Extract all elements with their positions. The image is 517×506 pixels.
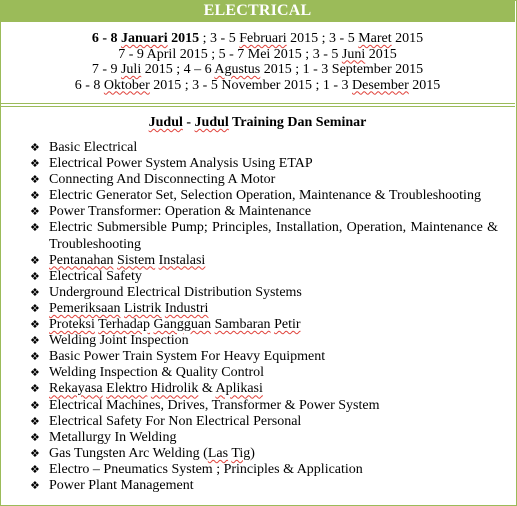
schedule-date-text: 6 - 8 Oktober 2015 ; 3 - 5 November 2015 ; 1 - 3 Desember 2015 bbox=[74, 77, 441, 93]
diamond-bullet-icon: ❖ bbox=[30, 462, 40, 476]
training-list-item bbox=[30, 398, 498, 414]
diamond-bullet-icon: ❖ bbox=[30, 205, 40, 219]
training-item-label: Electric Submersible Pump; Principles, Installation, Operation, Maintenance & Troubleshooting bbox=[49, 220, 498, 252]
training-item-label: Welding Inspection & Quality Control bbox=[49, 365, 265, 381]
training-list-item bbox=[30, 188, 498, 204]
divider-line bbox=[0, 103, 515, 104]
training-list-item bbox=[30, 462, 498, 478]
training-item-label: Power Transformer: Operation & Maintenance bbox=[49, 204, 312, 220]
section-title: Judul - Judul Training Dan Seminar bbox=[148, 115, 367, 130]
diamond-bullet-icon: ❖ bbox=[30, 478, 40, 492]
schedule-date-text: 7 - 9 Juli 2015 ; 4 – 6 Agustus 2015 ; 1 - 3 September 2015 bbox=[91, 62, 424, 77]
training-list-item bbox=[30, 220, 498, 252]
training-list-item bbox=[30, 446, 498, 462]
diamond-bullet-icon: ❖ bbox=[30, 414, 40, 428]
training-item-label: Proteksi Terhadap Gangguan Sambaran Petir bbox=[49, 317, 301, 333]
training-item-label: Electrical Safety bbox=[49, 268, 142, 284]
schedule-date-text: ; 3 - 5 Februari 2015 ; 3 - 5 Maret 2015 bbox=[199, 31, 424, 46]
training-list-item bbox=[30, 381, 498, 397]
diamond-bullet-icon: ❖ bbox=[30, 285, 40, 299]
training-list-item bbox=[30, 269, 498, 285]
diamond-bullet-icon: ❖ bbox=[30, 157, 40, 171]
schedule-line bbox=[0, 47, 515, 63]
training-item-label: Connecting And Disconnecting A Motor bbox=[49, 172, 276, 188]
training-item-label: Pentanahan Sistem Instalasi bbox=[49, 252, 206, 268]
diamond-bullet-icon: ❖ bbox=[30, 269, 40, 283]
diamond-bullet-icon: ❖ bbox=[30, 366, 40, 380]
category-header: ELECTRICAL bbox=[0, 0, 515, 22]
training-item-label: Pemeriksaan Listrik Industri bbox=[49, 300, 209, 316]
diamond-bullet-icon: ❖ bbox=[30, 382, 40, 396]
diamond-bullet-icon: ❖ bbox=[30, 334, 40, 348]
diamond-bullet-icon: ❖ bbox=[30, 318, 40, 332]
training-item-label: Electrical Machines, Drives, Transformer & Power System bbox=[49, 397, 380, 413]
training-list-item bbox=[30, 365, 498, 381]
training-item-label: Electrical Power System Analysis Using ETAP bbox=[49, 156, 313, 172]
training-list-item bbox=[30, 317, 498, 333]
diamond-bullet-icon: ❖ bbox=[30, 253, 40, 267]
schedule-block bbox=[0, 31, 515, 93]
schedule-line bbox=[0, 78, 515, 94]
training-list-item bbox=[30, 204, 498, 220]
training-item-label: Basic Power Train System For Heavy Equipment bbox=[49, 349, 326, 365]
training-list-item bbox=[30, 172, 498, 188]
diamond-bullet-icon: ❖ bbox=[30, 350, 40, 364]
diamond-bullet-icon: ❖ bbox=[30, 173, 40, 187]
training-list-item bbox=[30, 301, 498, 317]
training-list-item bbox=[30, 430, 498, 446]
divider-line-secondary bbox=[0, 106, 515, 107]
diamond-bullet-icon: ❖ bbox=[30, 221, 40, 235]
training-list-item bbox=[30, 253, 498, 269]
schedule-line bbox=[0, 31, 515, 47]
training-list-item bbox=[30, 156, 498, 172]
diamond-bullet-icon: ❖ bbox=[30, 189, 40, 203]
training-item-label: Basic Electrical bbox=[49, 140, 138, 155]
training-item-label: Underground Electrical Distribution Systems bbox=[49, 284, 302, 300]
schedule-date-highlight: 6 - 8 Januari 2015 bbox=[91, 31, 200, 46]
training-item-label: Welding Joint Inspection bbox=[49, 333, 189, 349]
training-item-label: Electrical Safety For Non Electrical Personal bbox=[49, 413, 302, 429]
training-list-item bbox=[30, 414, 498, 430]
training-item-label: Metallurgy In Welding bbox=[49, 429, 177, 445]
training-list-item bbox=[30, 333, 498, 349]
schedule-date-text: 7 - 9 April 2015 ; 5 - 7 Mei 2015 ; 3 - 5 Juni 2015 bbox=[118, 46, 397, 62]
training-list-item bbox=[30, 140, 498, 156]
diamond-bullet-icon: ❖ bbox=[30, 430, 40, 444]
training-list bbox=[30, 140, 498, 494]
training-list-item bbox=[30, 478, 498, 494]
training-item-label: Electric Generator Set, Selection Operation, Maintenance & Troubleshooting bbox=[49, 188, 481, 204]
diamond-bullet-icon: ❖ bbox=[30, 446, 40, 460]
schedule-line bbox=[0, 62, 515, 78]
diamond-bullet-icon: ❖ bbox=[30, 141, 40, 154]
training-item-label: Gas Tungsten Arc Welding (Las Tig) bbox=[49, 445, 255, 461]
diamond-bullet-icon: ❖ bbox=[30, 301, 40, 315]
training-item-label: Electro – Pneumatics System ; Principles & Application bbox=[49, 461, 363, 477]
diamond-bullet-icon: ❖ bbox=[30, 398, 40, 412]
training-list-item bbox=[30, 349, 498, 365]
training-item-label: Rekayasa Elektro Hidrolik & Aplikasi bbox=[49, 381, 263, 397]
training-list-item bbox=[30, 285, 498, 301]
training-item-label: Power Plant Management bbox=[49, 477, 194, 493]
